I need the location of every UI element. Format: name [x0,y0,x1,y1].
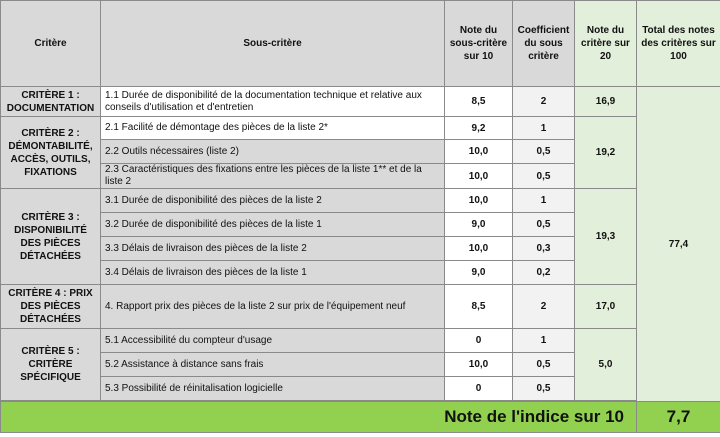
subcriterion-coef: 0,5 [513,164,575,189]
criterion-2-note: 19,2 [575,117,637,189]
header-row [1,1,720,87]
subcriterion-coef: 2 [513,285,575,329]
subcriterion-label: 1.1 Durée de disponibilité de la documentation technique et relative aux conseils d'utilisation et d'entretien [101,87,445,117]
criterion-1-note: 16,9 [575,87,637,117]
header-note-critere: Note du critère sur 20 [575,1,637,87]
subcriterion-label: 5.2 Assistance à distance sans frais [101,353,445,377]
table-row [1,87,720,117]
subcriterion-coef: 0,5 [513,353,575,377]
subcriterion-note: 10,0 [445,237,513,261]
criterion-5-label: CRITÈRE 5 : CRITÈRE SPÉCIFIQUE [1,329,101,401]
subcriterion-label: 3.4 Délais de livraison des pièces de la liste 1 [101,261,445,285]
subcriterion-note: 10,0 [445,189,513,213]
criterion-3-note: 19,3 [575,189,637,285]
subcriterion-note: 0 [445,329,513,353]
subcriterion-coef: 0,2 [513,261,575,285]
subcriterion-label: 2.2 Outils nécessaires (liste 2) [101,140,445,164]
table-row [1,189,720,213]
criterion-2-label: CRITÈRE 2 : DÉMONTABILITÉ, ACCÈS, OUTILS, FIXATIONS [1,117,101,189]
table-row [1,285,720,329]
header-note-sous-critere: Note du sous-critère sur 10 [445,1,513,87]
subcriterion-coef: 1 [513,329,575,353]
footer-row [1,402,720,433]
subcriterion-note: 9,0 [445,261,513,285]
footer-value: 7,7 [637,402,720,433]
criterion-4-note: 17,0 [575,285,637,329]
subcriterion-note: 9,0 [445,213,513,237]
subcriterion-note: 8,5 [445,87,513,117]
subcriterion-coef: 2 [513,87,575,117]
header-sous-critere: Sous-critère [101,1,445,87]
subcriterion-note: 10,0 [445,164,513,189]
subcriterion-label: 5.3 Possibilité de réinitalisation logicielle [101,377,445,401]
subcriterion-note: 10,0 [445,140,513,164]
subcriterion-coef: 0,5 [513,377,575,401]
table-row [1,117,720,140]
subcriterion-label: 3.2 Durée de disponibilité des pièces de la liste 1 [101,213,445,237]
criterion-4-label: CRITÈRE 4 : PRIX DES PIÈCES DÉTACHÉES [1,285,101,329]
subcriterion-label: 2.1 Facilité de démontage des pièces de la liste 2* [101,117,445,140]
criterion-3-label: CRITÈRE 3 : DISPONIBILITÉ DES PIÈCES DÉTACHÉES [1,189,101,285]
header-total: Total des notes des critères sur 100 [637,1,720,87]
subcriterion-label: 3.3 Délais de livraison des pièces de la liste 2 [101,237,445,261]
criterion-5-note: 5,0 [575,329,637,401]
subcriterion-coef: 0,5 [513,140,575,164]
table-row [1,329,720,353]
subcriterion-label: 3.1 Durée de disponibilité des pièces de la liste 2 [101,189,445,213]
subcriterion-note: 8,5 [445,285,513,329]
subcriterion-label: 2.3 Caractéristiques des fixations entre les pièces de la liste 1** et de la liste 2 [101,164,445,189]
subcriterion-note: 0 [445,377,513,401]
criterion-1-label: CRITÈRE 1 : DOCUMENTATION [1,87,101,117]
header-coefficient: Coefficient du sous critère [513,1,575,87]
subcriterion-label: 4. Rapport prix des pièces de la liste 2 sur prix de l'équipement neuf [101,285,445,329]
total-score: 77,4 [637,87,720,402]
subcriterion-coef: 1 [513,189,575,213]
subcriterion-note: 9,2 [445,117,513,140]
header-critere: Critère [1,1,101,87]
subcriterion-coef: 0,3 [513,237,575,261]
footer-label: Note de l'indice sur 10 [1,402,637,433]
subcriterion-coef: 0,5 [513,213,575,237]
subcriterion-coef: 1 [513,117,575,140]
subcriterion-label: 5.1 Accessibilité du compteur d'usage [101,329,445,353]
subcriterion-note: 10,0 [445,353,513,377]
